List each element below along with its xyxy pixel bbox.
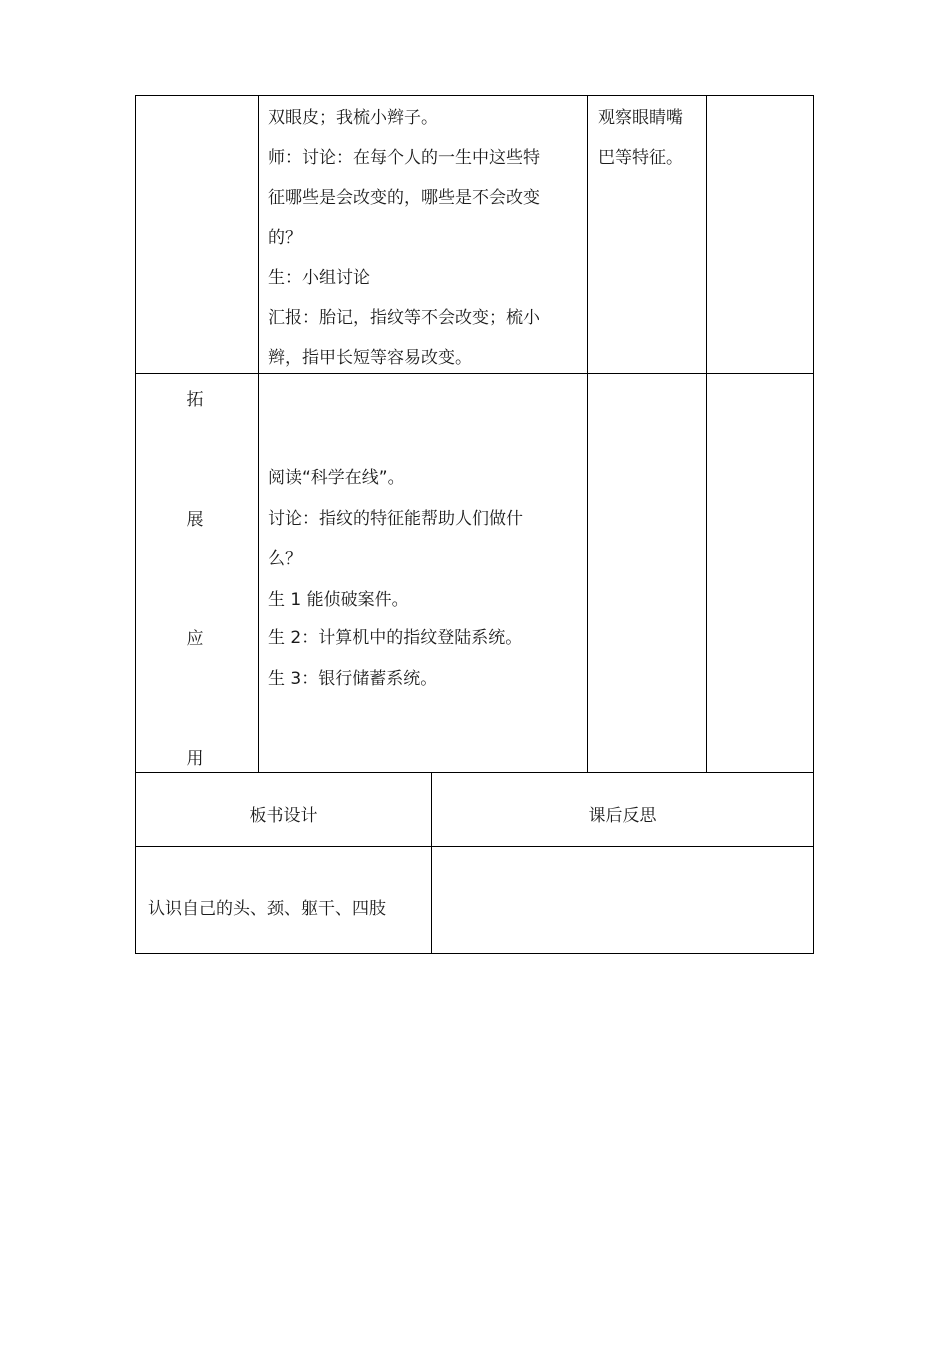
board-design-header: 板书设计 bbox=[249, 806, 318, 826]
process-line: 师：讨论：在每个人的一生中这些特 bbox=[268, 148, 540, 168]
upper-table-col-divider-3 bbox=[706, 95, 707, 773]
process-line: 生 2：计算机中的指纹登陆系统。 bbox=[268, 628, 523, 648]
process-line: 双眼皮；我梳小辫子。 bbox=[268, 108, 438, 128]
process-line: 生 1 能侦破案件。 bbox=[268, 590, 409, 610]
lower-table-header-divider bbox=[135, 846, 814, 847]
process-line: 的？ bbox=[268, 228, 302, 248]
process-line: 征哪些是会改变的，哪些是不会改变 bbox=[268, 188, 540, 208]
lower-table-left-border bbox=[135, 772, 136, 954]
table-section-divider bbox=[135, 772, 814, 773]
process-line: 生 3：银行储蓄系统。 bbox=[268, 669, 438, 689]
stage-char: 展 bbox=[186, 510, 204, 530]
upper-table-col-divider-2 bbox=[587, 95, 588, 773]
process-line: 么？ bbox=[268, 549, 302, 569]
stage-char: 应 bbox=[186, 629, 204, 649]
process-line: 辫，指甲长短等容易改变。 bbox=[268, 348, 472, 368]
upper-table-left-border bbox=[135, 95, 136, 773]
board-design-content: 认识自己的头、颈、躯干、四肢 bbox=[148, 899, 386, 919]
upper-table-row-divider bbox=[135, 373, 814, 374]
upper-table-col-divider-1 bbox=[258, 95, 259, 773]
stage-char: 拓 bbox=[186, 390, 204, 410]
reflection-header: 课后反思 bbox=[588, 806, 657, 826]
upper-table-top-border bbox=[135, 95, 814, 96]
process-line: 讨论：指纹的特征能帮助人们做什 bbox=[268, 509, 523, 529]
process-line: 生：小组讨论 bbox=[268, 268, 370, 288]
process-line: 汇报：胎记，指纹等不会改变；梳小 bbox=[268, 308, 540, 328]
upper-table-right-border bbox=[813, 95, 814, 773]
lower-table-bottom-border bbox=[135, 953, 814, 954]
intent-line: 观察眼睛嘴 bbox=[598, 108, 683, 128]
process-line: 阅读“科学在线”。 bbox=[268, 468, 405, 488]
lower-table-right-border bbox=[813, 772, 814, 954]
intent-line: 巴等特征。 bbox=[598, 148, 683, 168]
stage-char: 用 bbox=[186, 749, 204, 769]
lower-table-col-divider bbox=[431, 772, 432, 954]
